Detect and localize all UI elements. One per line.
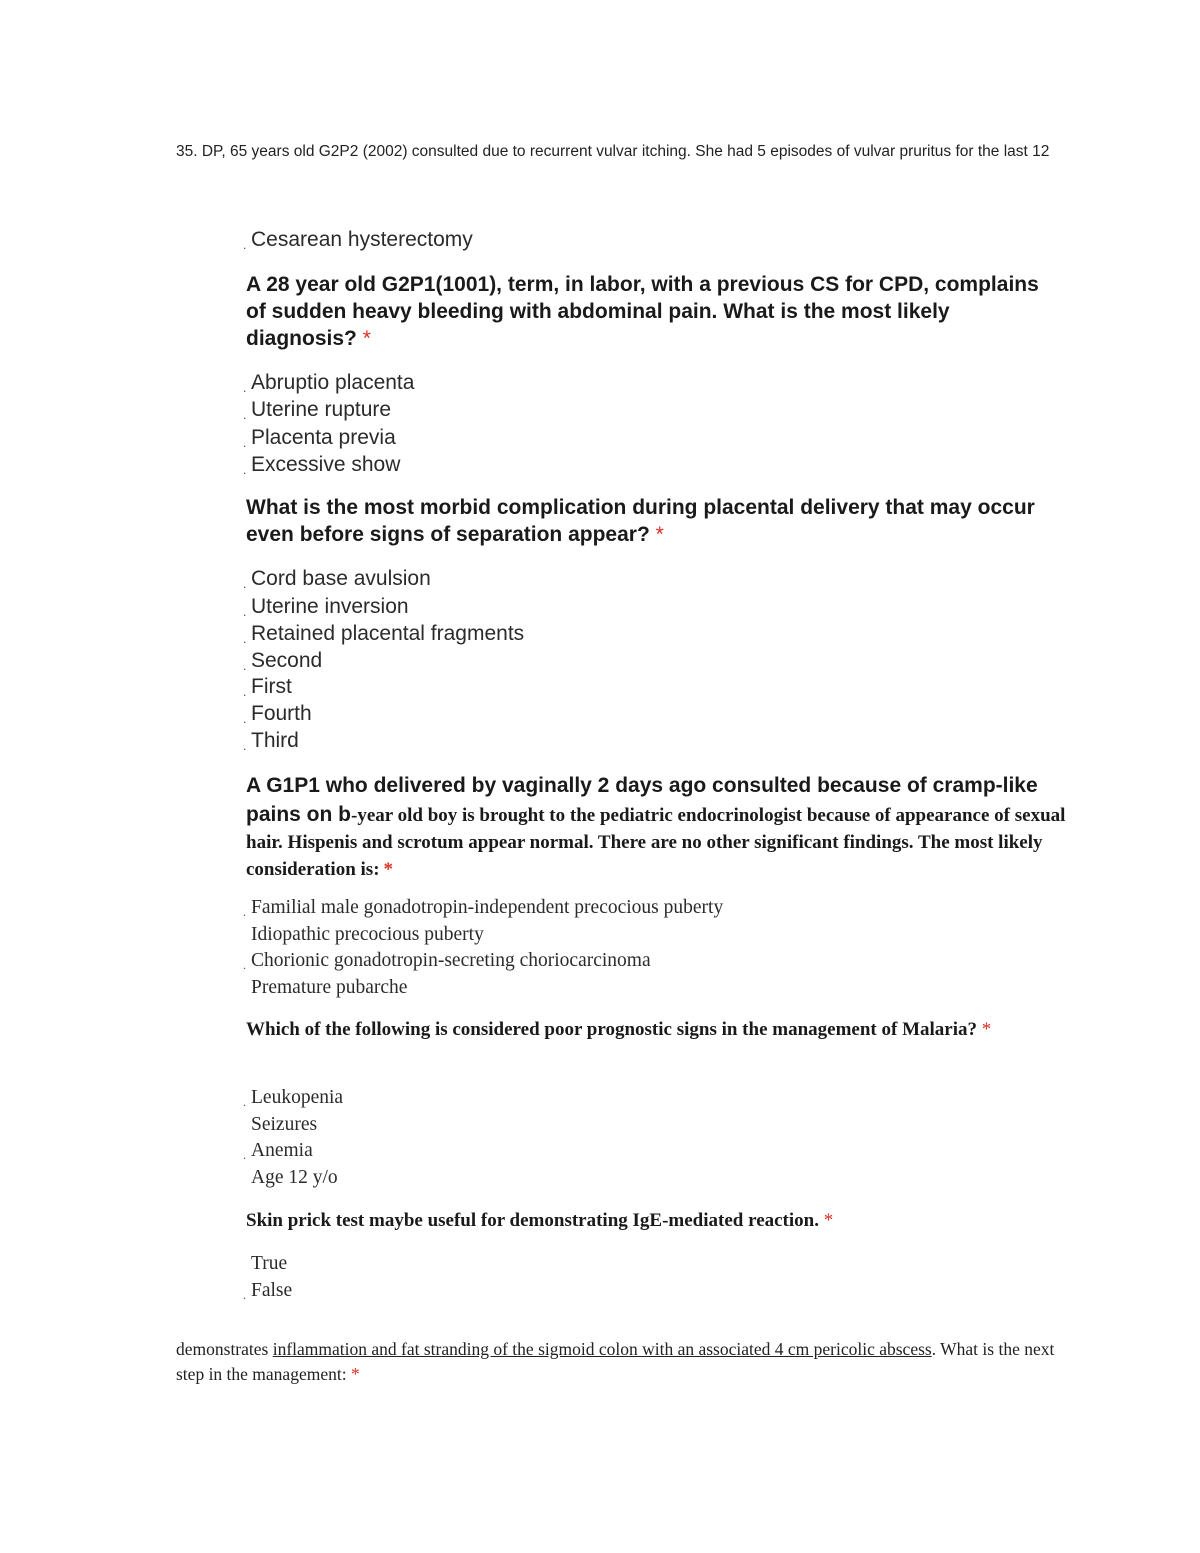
- bullet-marker: .: [243, 712, 247, 726]
- required-asterisk: *: [823, 1210, 834, 1231]
- option-label: Retained placental fragments: [251, 622, 525, 645]
- question-3-text-part-1: A G1P1 who delivered by vaginally 2 days ago consulted because of cramp-like pains on b: [246, 774, 1038, 826]
- option-label: Placenta previa: [251, 426, 396, 449]
- question-1-text: A 28 year old G2P1(1001), term, in labor, with a previous CS for CPD, complains of sudden heavy bleeding with abdominal pain. What is the most likely diagnosis?: [246, 273, 1039, 350]
- q4-option-2[interactable]: [243, 1111, 317, 1138]
- option-label: True: [251, 1253, 288, 1274]
- option-label: Chorionic gonadotropin-secreting choriocarcinoma: [251, 950, 651, 971]
- question-3: [246, 772, 1066, 884]
- bullet-marker: .: [243, 659, 247, 673]
- required-asterisk: *: [981, 1019, 992, 1040]
- q2-option-7[interactable]: [243, 727, 299, 760]
- option-label: Seizures: [251, 1114, 318, 1135]
- question-2: [246, 494, 1046, 548]
- option-label: Abruptio placenta: [251, 371, 415, 394]
- option-label: First: [251, 675, 292, 698]
- option-label: Premature pubarche: [251, 977, 408, 998]
- closing-lead-text: demonstrates: [176, 1339, 273, 1359]
- q4-option-4[interactable]: [243, 1164, 338, 1191]
- option-label: Second: [251, 649, 323, 672]
- bullet-marker: .: [243, 463, 247, 477]
- option-label: Cord base avulsion: [251, 567, 431, 590]
- option-label: Excessive show: [251, 453, 401, 476]
- question-5-text: Skin prick test maybe useful for demonstrating IgE-mediated reaction.: [246, 1210, 819, 1231]
- q5-option-2[interactable]: [243, 1277, 292, 1309]
- question-5: [246, 1208, 1046, 1233]
- bullet-marker: .: [243, 632, 247, 646]
- bullet-marker: .: [243, 381, 247, 395]
- question-1: [246, 271, 1046, 352]
- closing-paragraph: [176, 1337, 1076, 1387]
- closing-tail-text: . What is the next step in the management:: [176, 1339, 1055, 1384]
- required-asterisk: *: [383, 859, 394, 880]
- question-2-text: What is the most morbid complication during placental delivery that may occur even before signs of separation appear?: [246, 496, 1035, 546]
- option-label: Fourth: [251, 702, 312, 725]
- question-4: [246, 1017, 1026, 1042]
- question-4-text: Which of the following is considered poor prognostic signs in the management of Malaria?: [246, 1019, 977, 1040]
- question-3-text-part-2: -year old boy is brought to the pediatric endocrinologist because of appearance of sexual hair. Hispenis and scrotum appear normal. There are no other significant findings. The most likely consideration is:: [246, 805, 1066, 880]
- option-label: Familial male gonadotropin-independent precocious puberty: [251, 897, 724, 918]
- option-label: Age 12 y/o: [251, 1167, 338, 1188]
- closing-underlined-text: inflammation and fat stranding of the sigmoid colon with an associated 4 cm pericolic abscess: [272, 1339, 932, 1359]
- q5-option-1[interactable]: [243, 1250, 287, 1277]
- bullet-marker: .: [243, 238, 247, 252]
- bullet-marker: .: [243, 739, 247, 753]
- bullet-marker: .: [243, 436, 247, 450]
- bullet-marker: .: [243, 605, 247, 619]
- option-label: False: [251, 1280, 293, 1301]
- option-label: Uterine inversion: [251, 595, 409, 618]
- q3-option-2[interactable]: [243, 921, 484, 948]
- bullet-marker: .: [243, 1288, 246, 1302]
- required-asterisk: *: [655, 523, 664, 546]
- option-label: Uterine rupture: [251, 398, 392, 421]
- required-asterisk: *: [362, 327, 371, 350]
- bullet-marker: .: [243, 958, 246, 972]
- option-cesarean-hysterectomy[interactable]: [243, 226, 473, 259]
- required-asterisk: *: [350, 1364, 360, 1384]
- bullet-marker: .: [243, 685, 247, 699]
- q1-option-4[interactable]: [243, 451, 400, 484]
- option-label: Cesarean hysterectomy: [251, 228, 473, 251]
- bullet-marker: .: [243, 1148, 246, 1162]
- option-label: Anemia: [251, 1140, 313, 1161]
- q3-option-4[interactable]: [243, 974, 407, 1001]
- bullet-marker: .: [243, 1095, 246, 1109]
- option-label: Third: [251, 729, 299, 752]
- bullet-marker: .: [243, 408, 247, 422]
- bullet-marker: .: [243, 905, 246, 919]
- option-label: Idiopathic precocious puberty: [251, 924, 484, 945]
- option-label: Leukopenia: [251, 1087, 344, 1108]
- intro-text: 35. DP, 65 years old G2P2 (2002) consulted due to recurrent vulvar itching. She had 5 episodes of vulvar pruritus for the last 12: [176, 143, 1050, 160]
- bullet-marker: .: [243, 577, 247, 591]
